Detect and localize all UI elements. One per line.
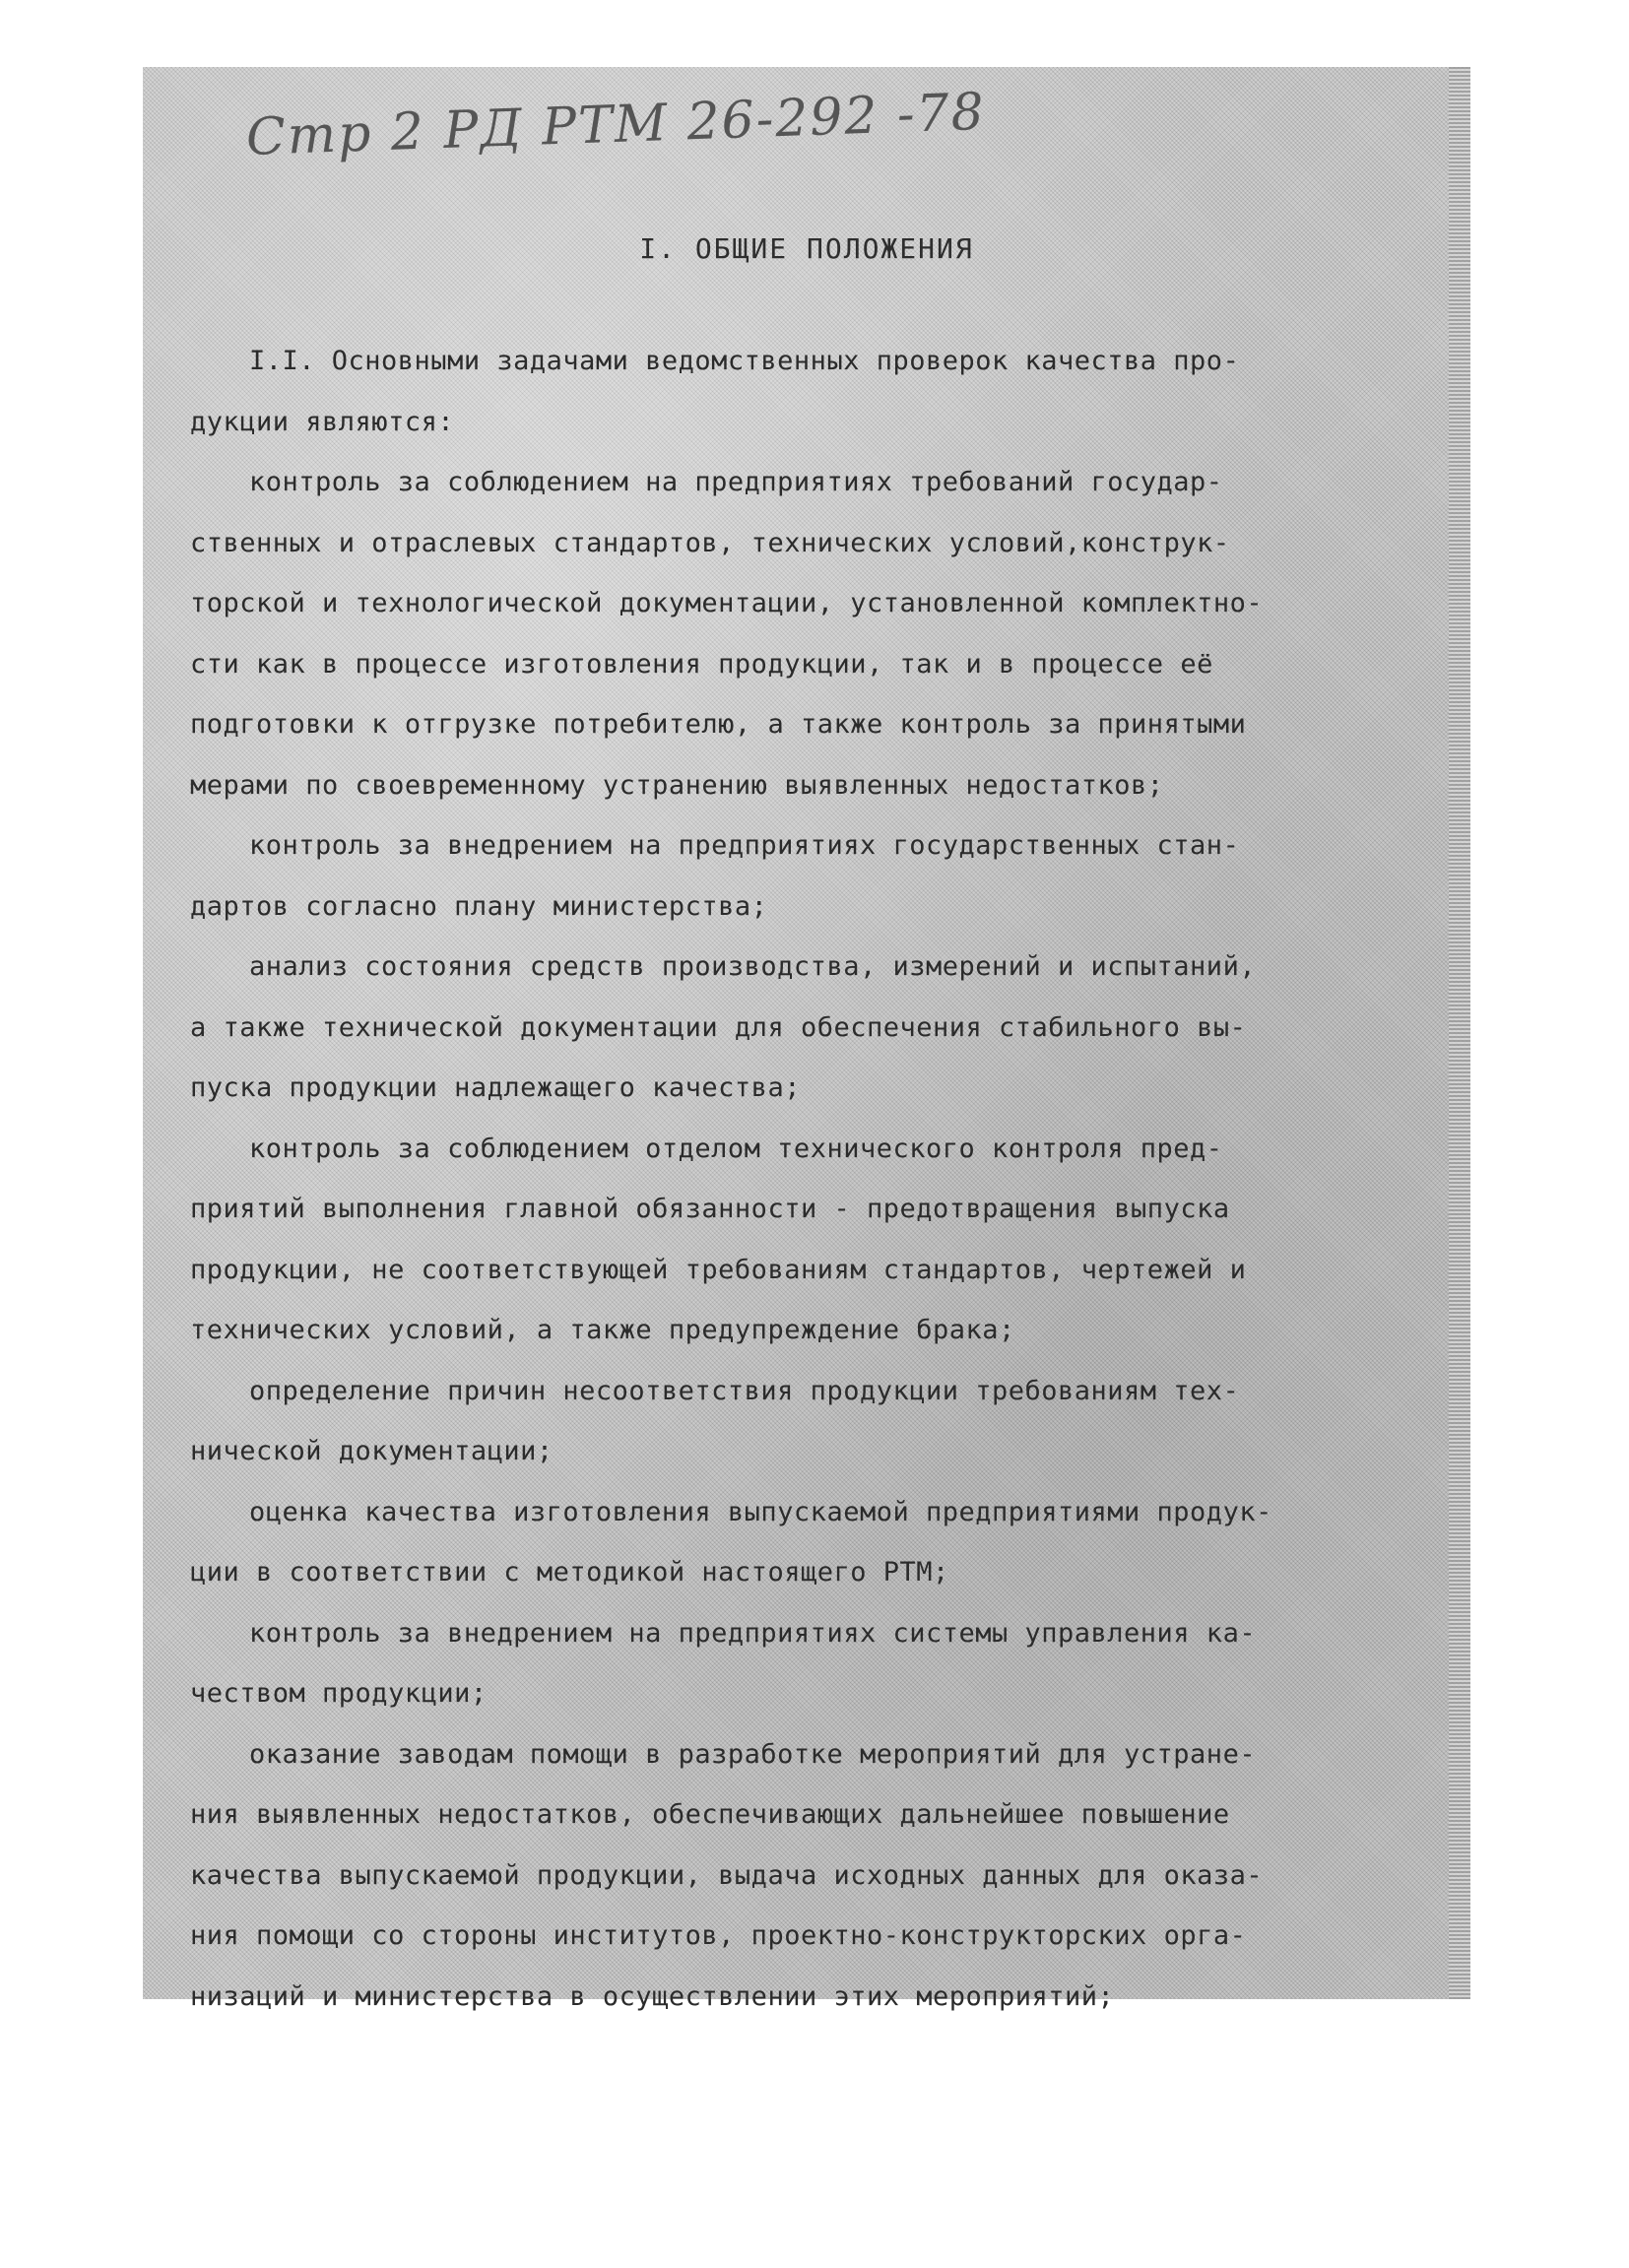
text-line: контроль за внедрением на предприятиях системы управления ка-: [249, 1617, 1257, 1649]
section-title: I. ОБЩИЕ ПОЛОЖЕНИЯ: [639, 232, 974, 265]
text-line: торской и технологической документации, установленной комплектно-: [190, 588, 1264, 618]
text-line: контроль за внедрением на предприятиях государственных стан-: [249, 830, 1240, 861]
text-line: ции в соответствии с методикой настоящего РТМ;: [190, 1557, 949, 1588]
text-line: пуска продукции надлежащего качества;: [190, 1072, 801, 1103]
text-line: чеством продукции;: [190, 1678, 488, 1709]
text-line: определение причин несоответствия продукции требованиям тех-: [249, 1375, 1240, 1406]
text-line: а также технической документации для обеспечения стабильного вы-: [190, 1011, 1247, 1043]
text-line: низаций и министерства в осуществлении этих мероприятий;: [190, 1980, 1115, 2012]
scanned-page: [143, 67, 1470, 2012]
text-line: приятий выполнения главной обязанности - предотвращения выпуска: [190, 1194, 1230, 1224]
text-line: мерами по своевременному устранению выявленных недостатков;: [190, 769, 1164, 801]
text-line: анализ состояния средств производства, измерений и испытаний,: [249, 951, 1257, 982]
text-line: сти как в процессе изготовления продукции, так и в процессе её: [190, 648, 1213, 680]
text-line: I.I. Основными задачами ведомственных проверок качества про-: [249, 346, 1240, 376]
text-line: оценка качества изготовления выпускаемой предприятиями продук-: [249, 1496, 1272, 1527]
text-line: ния выявленных недостатков, обеспечивающих дальнейшее повышение: [190, 1799, 1230, 1830]
text-line: подготовки к отгрузке потребителю, а также контроль за принятыми: [190, 709, 1247, 740]
text-line: дукции являются:: [190, 406, 455, 437]
text-line: технических условий, а также предупреждение брака;: [190, 1315, 1015, 1345]
text-line: качества выпускаемой продукции, выдача исходных данных для оказа-: [190, 1859, 1264, 1891]
text-line: продукции, не соответствующей требованиям стандартов, чертежей и: [190, 1254, 1247, 1285]
text-line: дартов согласно плану министерства;: [190, 890, 768, 922]
text-line: нической документации;: [190, 1436, 554, 1466]
text-line: ния помощи со стороны институтов, проектно-конструкторских орга-: [190, 1920, 1247, 1951]
handwritten-page-header: Стр 2 РД РТМ 26-292 -78: [244, 82, 987, 167]
body-text: [190, 331, 1421, 2027]
text-line: контроль за соблюдением на предприятиях требований государ-: [249, 467, 1223, 497]
text-line: оказание заводам помощи в разработке мероприятий для устране-: [249, 1738, 1257, 1770]
text-line: контроль за соблюдением отделом технического контроля пред-: [249, 1133, 1223, 1164]
text-line: ственных и отраслевых стандартов, технических условий,конструк-: [190, 527, 1230, 558]
